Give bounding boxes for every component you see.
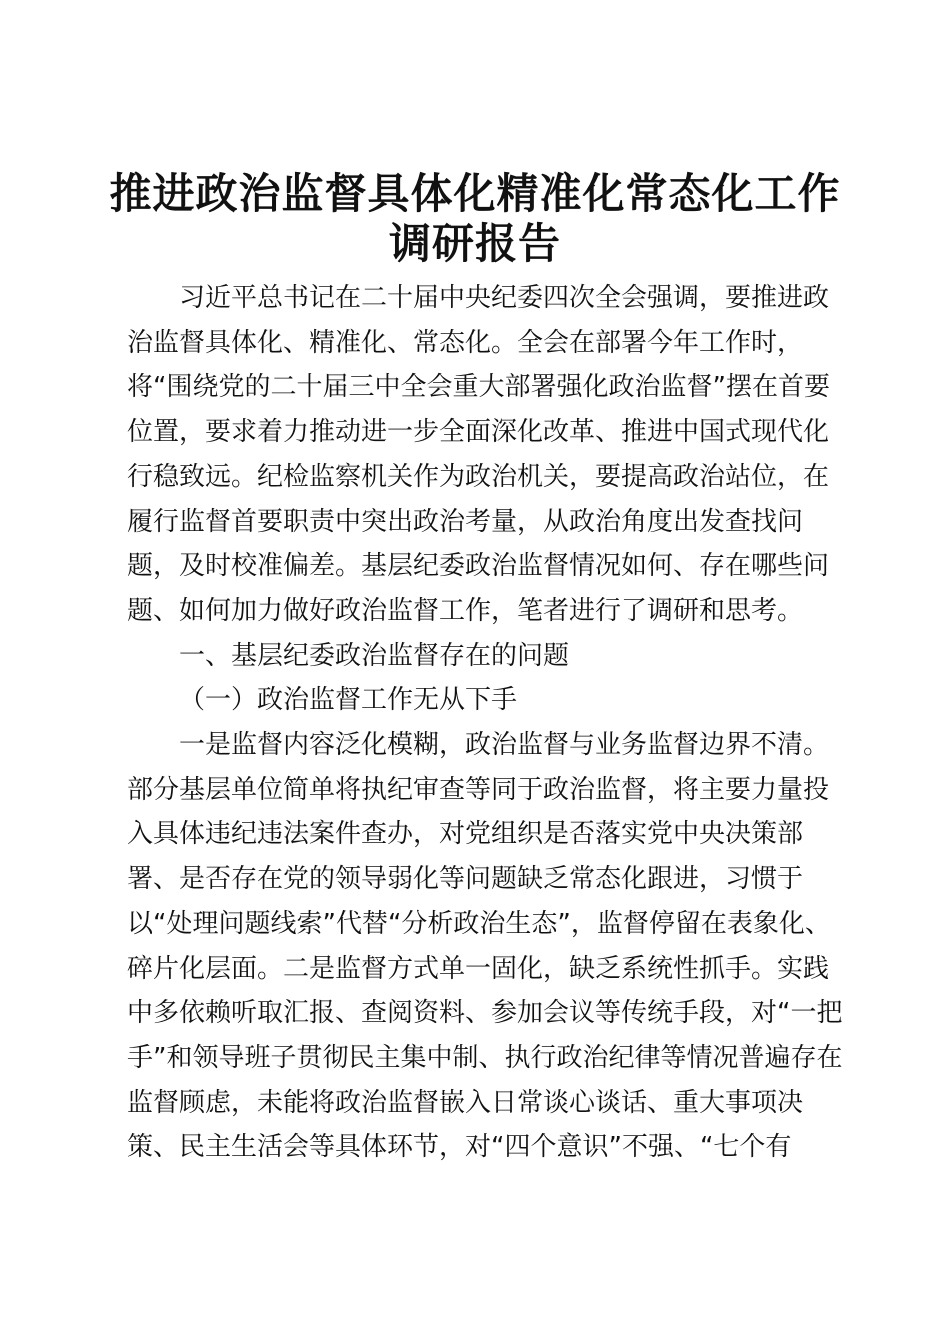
subsection-heading: （一）政治监督工作无从下手: [179, 685, 518, 716]
paragraph-line: 题，及时校准偏差。基层纪委政治监督情况如何、存在哪些问: [127, 551, 830, 582]
paragraph-line: 监督顾虑，未能将政治监督嵌入日常谈心谈话、重大事项决: [127, 1087, 804, 1118]
paragraph-line: 习近平总书记在二十届中央纪委四次全会强调，要推进政: [179, 283, 830, 313]
paragraph-line: 署、是否存在党的领导弱化等问题缺乏常态化跟进，习惯于: [127, 864, 804, 895]
paragraph-line: 策、民主生活会等具体环节，对“四个意识”不强、“七个有: [127, 1132, 792, 1163]
paragraph-line: 部分基层单位简单将执纪审查等同于政治监督，将主要力量投: [127, 774, 830, 805]
document-title-line-1: 推进政治监督具体化精准化常态化工作: [109, 169, 841, 218]
paragraph-line: 一是监督内容泛化模糊，政治监督与业务监督边界不清。: [179, 730, 830, 761]
paragraph-line: 位置，要求着力推动进一步全面深化改革、推进中国式现代化: [127, 417, 830, 448]
document-body: [127, 276, 843, 1170]
paragraph-line: 履行监督首要职责中突出政治考量，从政治角度出发查找问: [127, 506, 804, 537]
paragraph-line: 治监督具体化、精准化、常态化。全会在部署今年工作时，: [127, 327, 804, 358]
section-heading: 一、基层纪委政治监督存在的问题: [179, 640, 570, 671]
paragraph-line: 碎片化层面。二是监督方式单一固化，缺乏系统性抓手。实践: [127, 953, 830, 984]
document-title-line-2: 调研报告: [388, 219, 561, 268]
paragraph-line: 以“处理问题线索”代替“分析政治生态”，监督停留在表象化、: [127, 908, 831, 939]
paragraph-line: 行稳致远。纪检监察机关作为政治机关，要提高政治站位，在: [127, 461, 830, 492]
paragraph-line: 手”和领导班子贯彻民主集中制、执行政治纪律等情况普遍存在: [127, 1042, 843, 1073]
paragraph-line: 将“围绕党的二十届三中全会重大部署强化政治监督”摆在首要: [127, 372, 830, 403]
paragraph-line: 题、如何加力做好政治监督工作，笔者进行了调研和思考。: [127, 595, 804, 626]
paragraph-line: 中多依赖听取汇报、查阅资料、参加会议等传统手段，对“一把: [127, 998, 843, 1029]
paragraph-line: 入具体违纪违法案件查办，对党组织是否落实党中央决策部: [127, 819, 804, 850]
